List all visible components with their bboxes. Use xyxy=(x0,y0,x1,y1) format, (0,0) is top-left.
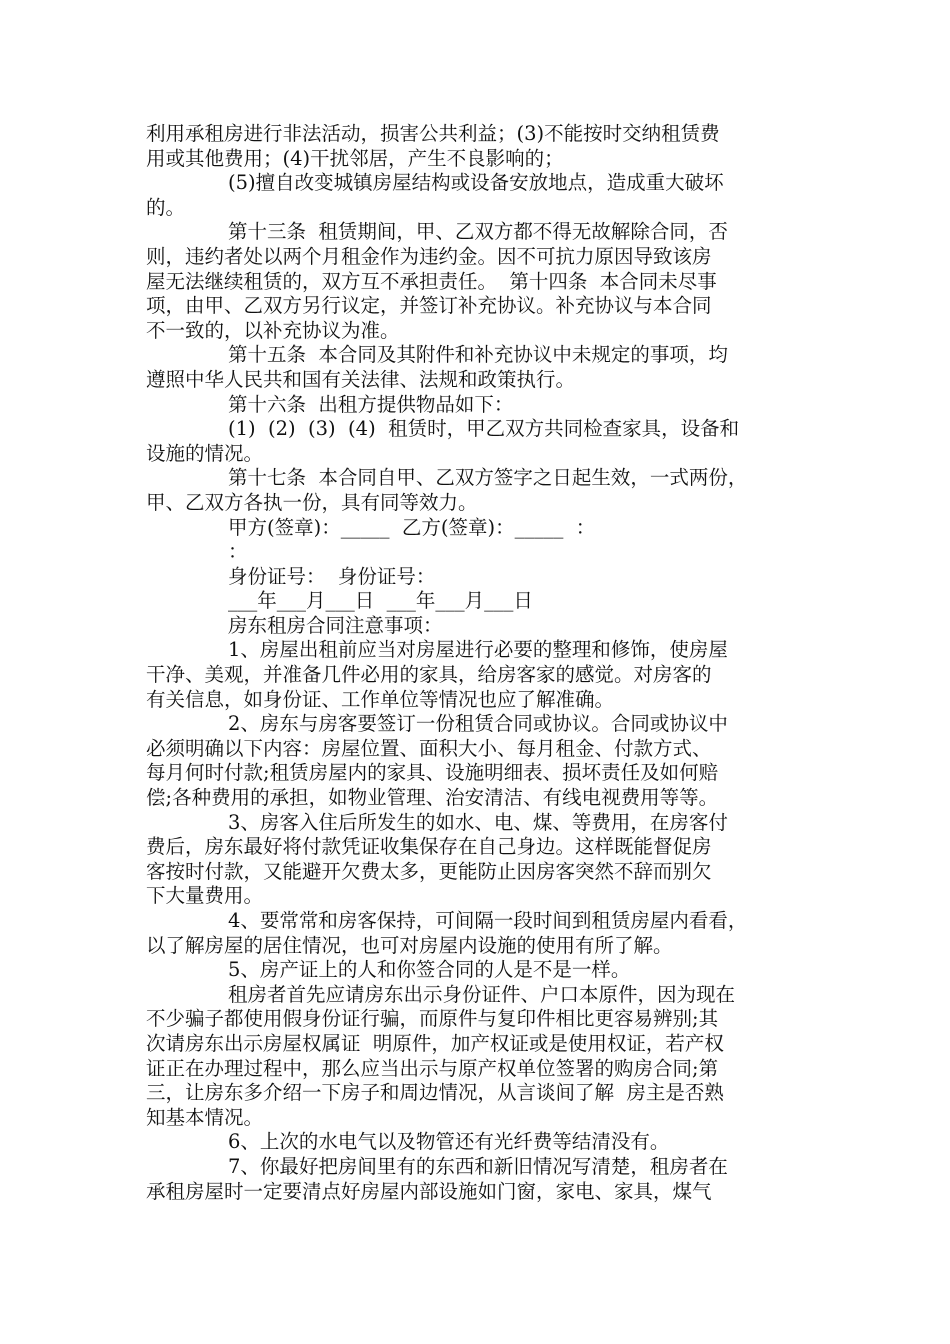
document-line: 屋无法继续租赁的，双方互不承担责任。 第十四条 本合同未尽事 xyxy=(146,269,717,293)
document-line: 三，让房东多介绍一下房子和周边情况，从言谈间了解 房主是否熟 xyxy=(146,1081,724,1105)
document-line: (1) (2) (3) (4) 租赁时，甲乙双方共同检查家具，设备和 xyxy=(228,417,740,441)
document-line: 第十六条 出租方提供物品如下： xyxy=(228,392,514,416)
document-line: 7、你最好把房间里有的东西和新旧情况写清楚，租房者在 xyxy=(228,1154,728,1178)
document-line: 利用承租房进行非法活动，损害公共利益；(3)不能按时交纳租赁费 xyxy=(146,122,720,145)
document-line: 2、房东与房客要签订一份租赁合同或协议。合同或协议中 xyxy=(228,712,728,736)
document-line: 则，违约者处以两个月租金作为违约金。因不可抗力原因导致该房 xyxy=(146,244,712,268)
document-line: 房东租房合同注意事项： xyxy=(228,613,443,637)
document-line: 第十五条 本合同及其附件和补充协议中未规定的事项，均 xyxy=(228,343,728,367)
document-line: 租房者首先应请房东出示身份证件、户口本原件，因为现在 xyxy=(228,982,736,1006)
document-line: 有关信息，如身份证、工作单位等情况也应了解准确。 xyxy=(146,687,615,711)
document-line: 的。 xyxy=(146,195,186,219)
document-line: 不少骗子都使用假身份证行骗，而原件与复印件相比更容易辨别;其 xyxy=(146,1007,719,1031)
document-line: 必须明确以下内容：房屋位置、面积大小、每月租金、付款方式、 xyxy=(146,736,712,760)
document-line: 偿;各种费用的承担，如物业管理、治安清洁、有线电视费用等等。 xyxy=(146,786,719,810)
document-line: 5、房产证上的人和你签合同的人是不是一样。 xyxy=(228,958,631,982)
document-line: 用或其他费用；(4)干扰邻居，产生不良影响的； xyxy=(146,146,564,170)
document-line: 不一致的，以补充协议为准。 xyxy=(146,318,400,342)
document-line: 甲方(签章)：_____ 乙方(签章)：_____ ： xyxy=(228,515,596,539)
document-line: 甲、乙双方各执一份，具有同等效力。 xyxy=(146,490,478,514)
document-line: 知基本情况。 xyxy=(146,1105,264,1129)
document-line: ___年___月___日 ___年___月___日 xyxy=(228,589,533,613)
document-page xyxy=(146,122,826,1204)
document-line: 以了解房屋的居住情况，也可对房屋内设施的使用有所了解。 xyxy=(146,933,673,957)
document-line: 身份证号： 身份证号： xyxy=(228,564,436,588)
document-line: 第十三条 租赁期间，甲、乙双方都不得无故解除合同，否 xyxy=(228,220,728,244)
document-line: (5)擅自改变城镇房屋结构或设备安放地点，造成重大破坏 xyxy=(228,171,724,195)
document-line: 遵照中华人民共和国有关法律、法规和政策执行。 xyxy=(146,367,576,391)
document-line: 3、房客入住后所发生的如水、电、煤、等费用，在房客付 xyxy=(228,810,728,834)
document-line: 次请房东出示房屋权属证 明原件，加产权证或是使用权证，若产权 xyxy=(146,1031,724,1055)
document-line: 下大量费用。 xyxy=(146,884,264,908)
document-line: 第十七条 本合同自甲、乙双方签字之日起生效，一式两份， xyxy=(228,466,748,490)
document-line: 1、房屋出租前应当对房屋进行必要的整理和修饰，使房屋 xyxy=(228,638,728,662)
document-line: 费后，房东最好将付款凭证收集保存在自己身边。这样既能督促房 xyxy=(146,835,712,859)
document-line: 设施的情况。 xyxy=(146,441,264,465)
document-line: 承租房屋时一定要清点好房屋内部设施如门窗，家电、家具，煤气 xyxy=(146,1179,712,1203)
document-line: 每月何时付款;租赁房屋内的家具、设施明细表、损坏责任及如何赔 xyxy=(146,761,719,785)
document-line: 干净、美观，并准备几件必用的家具，给房客家的感觉。对房客的 xyxy=(146,663,712,687)
document-line: 6、上次的水电气以及物管还有光纤费等结清没有。 xyxy=(228,1130,670,1154)
document-line: 客按时付款，又能避开欠费太多，更能防止因房客突然不辞而别欠 xyxy=(146,859,712,883)
document-line: 4、要常常和房客保持，可间隔一段时间到租赁房屋内看看， xyxy=(228,909,748,932)
document-line: 项，由甲、乙双方另行议定，并签订补充协议。补充协议与本合同 xyxy=(146,294,712,318)
document-line: 证正在办理过程中，那么应当出示与原产权单位签署的购房合同;第 xyxy=(146,1056,719,1080)
document-line: ： xyxy=(228,540,248,564)
